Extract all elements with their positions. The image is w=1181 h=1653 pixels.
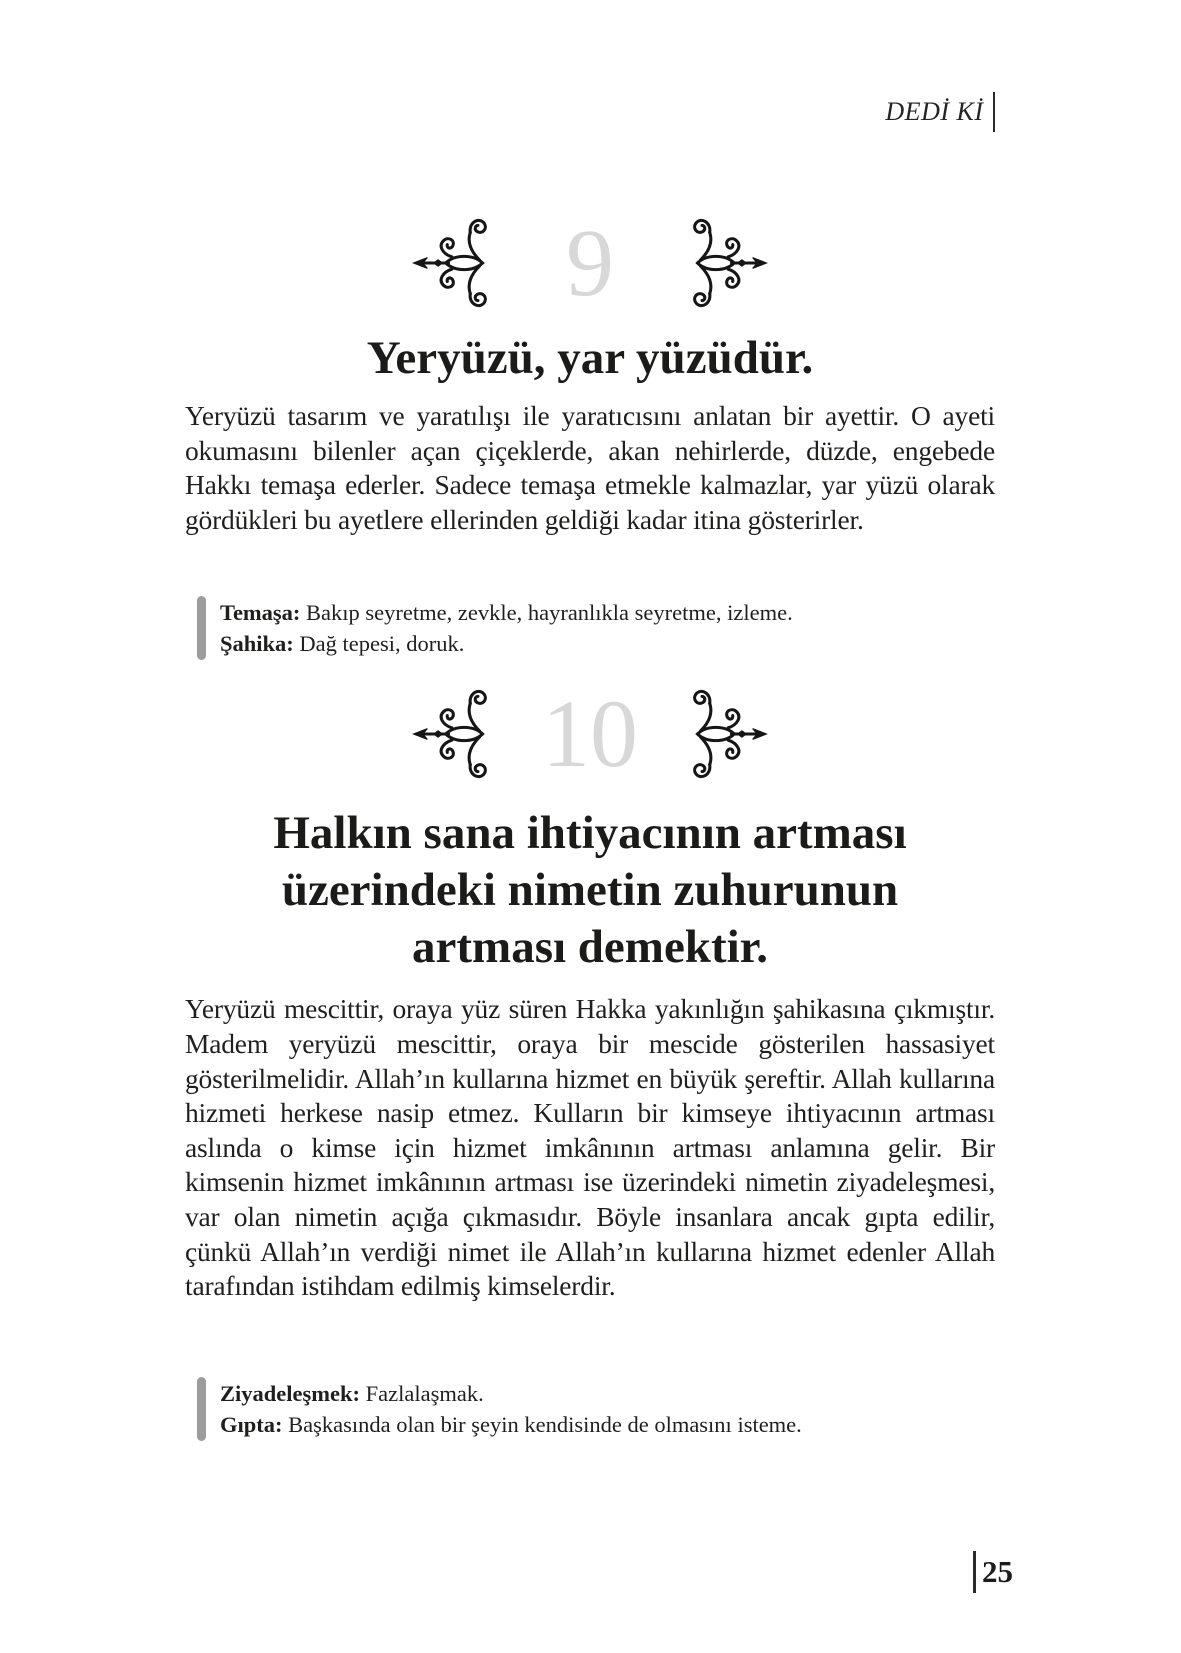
section-title <box>185 805 995 976</box>
section-title-line: artması demektir. <box>412 921 768 974</box>
definition-meaning: Bakıp seyretme, zevkle, hayranlıkla seyretme, izleme. <box>306 600 793 626</box>
section-title-line: Yeryüzü, yar yüzüdür. <box>366 332 814 384</box>
flourish-right-icon <box>676 673 768 795</box>
running-head-divider <box>993 92 996 132</box>
section-9 <box>185 202 995 661</box>
flourish-left-icon <box>412 202 504 324</box>
definition-line <box>220 597 995 628</box>
definition-line <box>220 1409 995 1440</box>
definition-meaning: Dağ tepesi, doruk. <box>299 631 465 657</box>
definition-line <box>220 628 995 659</box>
section-10-ornament <box>185 673 995 795</box>
page-footer <box>973 1551 1013 1593</box>
page-header <box>185 92 995 132</box>
definition-box <box>197 1376 995 1442</box>
definition-term: Temaşa: <box>220 600 301 626</box>
section-9-ornament <box>185 202 995 324</box>
page-number: 25 <box>982 1554 1013 1589</box>
page-number-divider <box>973 1551 976 1593</box>
section-number: 10 <box>542 680 638 788</box>
definition-term: Ziyadeleşmek: <box>220 1380 360 1406</box>
section-number: 9 <box>566 209 614 316</box>
section-title-line: üzerindeki nimetin zuhurunun <box>281 864 899 917</box>
definition-box <box>197 595 995 661</box>
body-paragraph: Yeryüzü mescittir, oraya yüz süren Hakka yakınlığın şahikasına çıkmıştır. Madem yeryüzü mescittir, oraya bir mescide gösterilen hassasiyet gösterilmelidir. Allah’ın kullarına hizmet en büyük şereftir. Allah kullarına hizmeti herkese nasip etmez. Kulların bir kimseye ihtiyacının artması aslında o kimse için hizmet imkânının artması anlamına gelir. Bir kimsenin hizmet imkânının artması ise üzerindeki nimetin ziyadeleşmesi, var olan nimetin açığa çıkmasıdır. Böyle insanlara ancak gıpta edilir, çünkü Allah’ın verdiği nimet ile Allah’ın kullarına hizmet edenler Allah tarafından istihdam edilmiş kimselerdir. <box>185 993 995 1302</box>
definition-meaning: Başkasında olan bir şeyin kendisinde de olmasını isteme. <box>288 1411 802 1437</box>
definition-meaning: Fazlalaşmak. <box>365 1380 484 1406</box>
section-title-line: Halkın sana ihtiyacının artması <box>273 807 907 860</box>
flourish-right-icon <box>676 202 768 324</box>
definition-line <box>220 1378 995 1409</box>
section-title <box>185 330 995 387</box>
body-paragraph: Yeryüzü tasarım ve yaratılışı ile yaratıcısını anlatan bir ayettir. O ayeti okumasını bilenler açan çiçeklerde, akan nehirlerde, düzde, engebede Hakkı temaşa ederler. Sadece temaşa etmekle kalmazlar, yar yüzü olarak gördükleri bu ayetlere ellerinden geldiği kadar itina gösterirler. <box>185 400 995 535</box>
running-head: DEDİ Kİ <box>885 97 984 126</box>
definition-term: Gıpta: <box>220 1411 283 1437</box>
section-10 <box>185 673 995 1441</box>
flourish-left-icon <box>412 673 504 795</box>
definition-term: Şahika: <box>220 631 294 657</box>
